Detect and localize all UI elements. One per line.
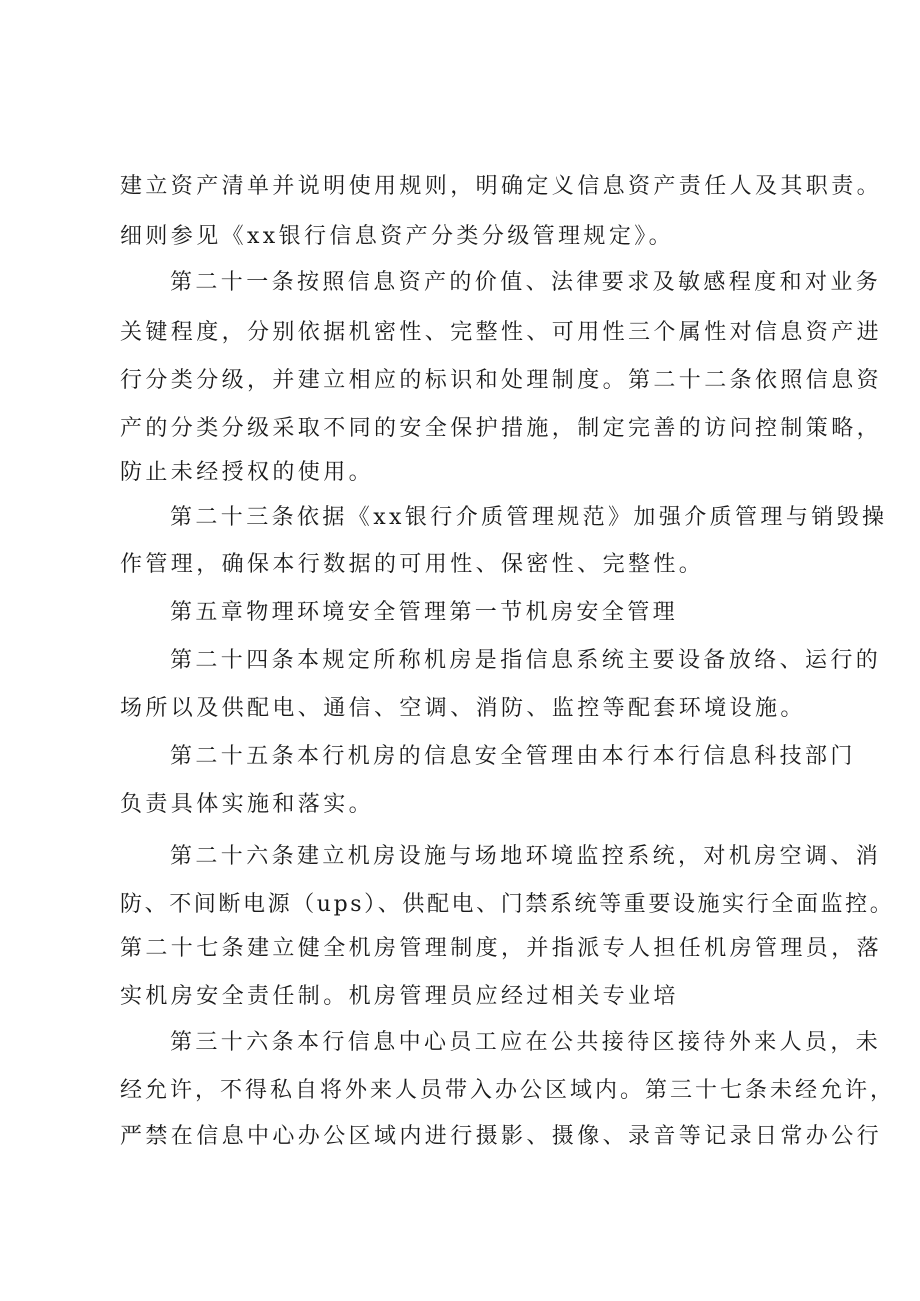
text-line: 负责具体实施和落实。 xyxy=(120,792,375,817)
text-line: 经允许，不得私自将外来人员带入办公区域内。第三十七条未经允许， xyxy=(120,1078,896,1103)
text-line: 防止未经授权的使用。 xyxy=(120,460,375,485)
text-line: 防、不间断电源（ups）、供配电、门禁系统等重要设施实行全面监控。 xyxy=(120,892,895,917)
text-line: 严禁在信息中心办公区域内进行摄影、摄像、录音等记录日常办公行 xyxy=(120,1124,883,1149)
text-line: 第二十四条本规定所称机房是指信息系统主要设备放络、运行的 xyxy=(170,648,882,673)
text-line: 第三十六条本行信息中心员工应在公共接待区接待外来人员，未 xyxy=(170,1030,882,1055)
text-line: 第二十一条按照信息资产的价值、法律要求及敏感程度和对业务 xyxy=(170,270,882,295)
text-line: 作管理，确保本行数据的可用性、保密性、完整性。 xyxy=(120,552,705,577)
text-line: 建立资产清单并说明使用规则，明确定义信息资产责任人及其职责。 xyxy=(120,174,883,199)
text-line: 场所以及供配电、通信、空调、消防、监控等配套环境设施。 xyxy=(120,696,806,721)
text-line: 实机房安全责任制。机房管理员应经过相关专业培 xyxy=(120,984,679,1009)
text-line: 第二十七条建立健全机房管理制度，并指派专人担任机房管理员，落 xyxy=(120,936,883,961)
text-line: 第二十三条依据《xx银行介质管理规范》加强介质管理与销毁操 xyxy=(170,505,888,530)
text-line: 行分类分级，并建立相应的标识和处理制度。第二十二条依照信息资 xyxy=(120,368,883,393)
text-line: 产的分类分级采取不同的安全保护措施，制定完善的访问控制策略， xyxy=(120,416,883,441)
text-line: 第二十五条本行机房的信息安全管理由本行本行信息科技部门 xyxy=(170,744,856,769)
text-line: 细则参见《xx银行信息资产分类分级管理规定》。 xyxy=(120,224,675,249)
text-line: 第二十六条建立机房设施与场地环境监控系统，对机房空调、消 xyxy=(170,844,882,869)
text-line: 关键程度，分别依据机密性、完整性、可用性三个属性对信息资产进 xyxy=(120,320,883,345)
section-heading: 第五章物理环境安全管理第一节机房安全管理 xyxy=(170,600,679,625)
